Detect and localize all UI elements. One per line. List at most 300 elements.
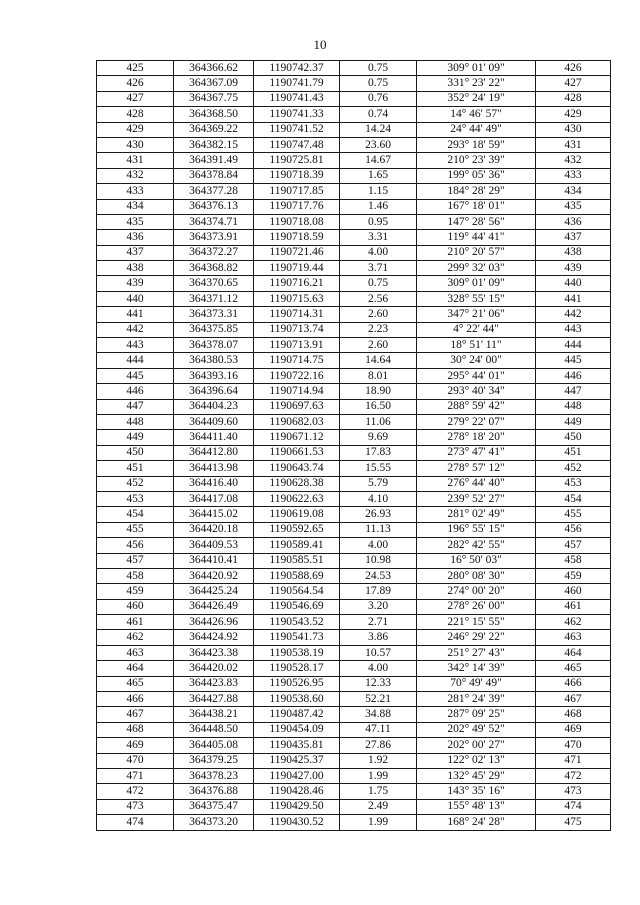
point-to-cell: 435 xyxy=(536,199,611,214)
distance-cell: 11.13 xyxy=(340,522,417,537)
table-row xyxy=(97,168,611,183)
point-to-cell: 448 xyxy=(536,399,611,414)
x-coordinate-cell: 364423.38 xyxy=(174,645,254,660)
point-from-cell: 437 xyxy=(97,245,174,260)
x-coordinate-cell: 364372.27 xyxy=(174,245,254,260)
y-coordinate-cell: 1190526.95 xyxy=(254,676,340,691)
y-coordinate-cell: 1190742.37 xyxy=(254,61,340,76)
point-to-cell: 461 xyxy=(536,599,611,614)
distance-cell: 34.88 xyxy=(340,707,417,722)
point-from-cell: 427 xyxy=(97,91,174,106)
bearing-cell: 342° 14' 39" xyxy=(417,661,536,676)
y-coordinate-cell: 1190722.16 xyxy=(254,368,340,383)
distance-cell: 2.71 xyxy=(340,615,417,630)
point-to-cell: 439 xyxy=(536,261,611,276)
point-to-cell: 466 xyxy=(536,676,611,691)
x-coordinate-cell: 364424.92 xyxy=(174,630,254,645)
point-from-cell: 451 xyxy=(97,461,174,476)
y-coordinate-cell: 1190716.21 xyxy=(254,276,340,291)
table-row xyxy=(97,799,611,814)
y-coordinate-cell: 1190713.91 xyxy=(254,338,340,353)
point-from-cell: 431 xyxy=(97,153,174,168)
point-to-cell: 455 xyxy=(536,507,611,522)
y-coordinate-cell: 1190528.17 xyxy=(254,661,340,676)
x-coordinate-cell: 364426.49 xyxy=(174,599,254,614)
point-from-cell: 461 xyxy=(97,615,174,630)
distance-cell: 1.15 xyxy=(340,184,417,199)
distance-cell: 0.75 xyxy=(340,61,417,76)
distance-cell: 4.00 xyxy=(340,245,417,260)
point-to-cell: 453 xyxy=(536,476,611,491)
point-from-cell: 442 xyxy=(97,322,174,337)
distance-cell: 23.60 xyxy=(340,137,417,152)
bearing-cell: 132° 45' 29" xyxy=(417,768,536,783)
y-coordinate-cell: 1190543.52 xyxy=(254,615,340,630)
point-to-cell: 452 xyxy=(536,461,611,476)
x-coordinate-cell: 364420.02 xyxy=(174,661,254,676)
bearing-cell: 347° 21' 06" xyxy=(417,307,536,322)
x-coordinate-cell: 364410.41 xyxy=(174,553,254,568)
point-to-cell: 449 xyxy=(536,414,611,429)
point-from-cell: 467 xyxy=(97,707,174,722)
bearing-cell: 281° 24' 39" xyxy=(417,692,536,707)
bearing-cell: 147° 28' 56" xyxy=(417,214,536,229)
bearing-cell: 167° 18' 01" xyxy=(417,199,536,214)
distance-cell: 14.24 xyxy=(340,122,417,137)
y-coordinate-cell: 1190718.39 xyxy=(254,168,340,183)
table-row xyxy=(97,230,611,245)
table-row xyxy=(97,445,611,460)
x-coordinate-cell: 364423.83 xyxy=(174,676,254,691)
x-coordinate-cell: 364380.53 xyxy=(174,353,254,368)
table-row xyxy=(97,214,611,229)
y-coordinate-cell: 1190718.08 xyxy=(254,214,340,229)
distance-cell: 26.93 xyxy=(340,507,417,522)
x-coordinate-cell: 364367.09 xyxy=(174,76,254,91)
distance-cell: 2.60 xyxy=(340,338,417,353)
x-coordinate-cell: 364373.91 xyxy=(174,230,254,245)
x-coordinate-cell: 364391.49 xyxy=(174,153,254,168)
distance-cell: 2.49 xyxy=(340,799,417,814)
point-to-cell: 431 xyxy=(536,137,611,152)
y-coordinate-cell: 1190671.12 xyxy=(254,430,340,445)
distance-cell: 18.90 xyxy=(340,384,417,399)
point-to-cell: 468 xyxy=(536,707,611,722)
point-from-cell: 457 xyxy=(97,553,174,568)
point-to-cell: 463 xyxy=(536,630,611,645)
distance-cell: 0.75 xyxy=(340,76,417,91)
point-from-cell: 455 xyxy=(97,522,174,537)
distance-cell: 0.95 xyxy=(340,214,417,229)
bearing-cell: 246° 29' 22" xyxy=(417,630,536,645)
x-coordinate-cell: 364369.22 xyxy=(174,122,254,137)
x-coordinate-cell: 364374.71 xyxy=(174,214,254,229)
point-from-cell: 452 xyxy=(97,476,174,491)
point-to-cell: 458 xyxy=(536,553,611,568)
table-row xyxy=(97,476,611,491)
distance-cell: 1.75 xyxy=(340,784,417,799)
point-to-cell: 433 xyxy=(536,168,611,183)
page-number: 10 xyxy=(313,37,327,52)
x-coordinate-cell: 364373.31 xyxy=(174,307,254,322)
distance-cell: 1.65 xyxy=(340,168,417,183)
distance-cell: 4.00 xyxy=(340,538,417,553)
x-coordinate-cell: 364396.64 xyxy=(174,384,254,399)
point-from-cell: 449 xyxy=(97,430,174,445)
y-coordinate-cell: 1190717.85 xyxy=(254,184,340,199)
table-row xyxy=(97,137,611,152)
table-row xyxy=(97,461,611,476)
y-coordinate-cell: 1190741.33 xyxy=(254,107,340,122)
bearing-cell: 70° 49' 49" xyxy=(417,676,536,691)
y-coordinate-cell: 1190713.74 xyxy=(254,322,340,337)
distance-cell: 17.83 xyxy=(340,445,417,460)
distance-cell: 47.11 xyxy=(340,722,417,737)
point-to-cell: 427 xyxy=(536,76,611,91)
bearing-cell: 274° 00' 20" xyxy=(417,584,536,599)
point-from-cell: 436 xyxy=(97,230,174,245)
point-to-cell: 454 xyxy=(536,491,611,506)
distance-cell: 11.06 xyxy=(340,414,417,429)
distance-cell: 17.89 xyxy=(340,584,417,599)
x-coordinate-cell: 364411.40 xyxy=(174,430,254,445)
bearing-cell: 278° 18' 20" xyxy=(417,430,536,445)
point-to-cell: 440 xyxy=(536,276,611,291)
distance-cell: 1.99 xyxy=(340,768,417,783)
point-from-cell: 440 xyxy=(97,291,174,306)
bearing-cell: 288° 59' 42" xyxy=(417,399,536,414)
bearing-cell: 119° 44' 41" xyxy=(417,230,536,245)
distance-cell: 15.55 xyxy=(340,461,417,476)
y-coordinate-cell: 1190721.46 xyxy=(254,245,340,260)
point-to-cell: 459 xyxy=(536,568,611,583)
y-coordinate-cell: 1190619.08 xyxy=(254,507,340,522)
distance-cell: 16.50 xyxy=(340,399,417,414)
y-coordinate-cell: 1190715.63 xyxy=(254,291,340,306)
table-row xyxy=(97,584,611,599)
table-row xyxy=(97,368,611,383)
point-to-cell: 471 xyxy=(536,753,611,768)
distance-cell: 2.56 xyxy=(340,291,417,306)
x-coordinate-cell: 364368.82 xyxy=(174,261,254,276)
x-coordinate-cell: 364368.50 xyxy=(174,107,254,122)
table-row xyxy=(97,291,611,306)
point-from-cell: 430 xyxy=(97,137,174,152)
x-coordinate-cell: 364370.65 xyxy=(174,276,254,291)
point-from-cell: 432 xyxy=(97,168,174,183)
table-row xyxy=(97,199,611,214)
table-row xyxy=(97,753,611,768)
coordinates-table-body xyxy=(97,61,611,831)
bearing-cell: 210° 23' 39" xyxy=(417,153,536,168)
bearing-cell: 276° 44' 40" xyxy=(417,476,536,491)
y-coordinate-cell: 1190429.50 xyxy=(254,799,340,814)
y-coordinate-cell: 1190628.38 xyxy=(254,476,340,491)
point-from-cell: 445 xyxy=(97,368,174,383)
y-coordinate-cell: 1190427.00 xyxy=(254,768,340,783)
distance-cell: 8.01 xyxy=(340,368,417,383)
table-row xyxy=(97,76,611,91)
point-from-cell: 439 xyxy=(97,276,174,291)
distance-cell: 0.76 xyxy=(340,91,417,106)
y-coordinate-cell: 1190725.81 xyxy=(254,153,340,168)
point-from-cell: 471 xyxy=(97,768,174,783)
point-from-cell: 434 xyxy=(97,199,174,214)
y-coordinate-cell: 1190588.69 xyxy=(254,568,340,583)
x-coordinate-cell: 364378.84 xyxy=(174,168,254,183)
point-to-cell: 426 xyxy=(536,61,611,76)
y-coordinate-cell: 1190714.94 xyxy=(254,384,340,399)
bearing-cell: 184° 28' 29" xyxy=(417,184,536,199)
point-to-cell: 432 xyxy=(536,153,611,168)
distance-cell: 3.31 xyxy=(340,230,417,245)
table-row xyxy=(97,738,611,753)
x-coordinate-cell: 364367.75 xyxy=(174,91,254,106)
point-to-cell: 434 xyxy=(536,184,611,199)
distance-cell: 1.92 xyxy=(340,753,417,768)
point-to-cell: 456 xyxy=(536,522,611,537)
x-coordinate-cell: 364375.85 xyxy=(174,322,254,337)
point-from-cell: 446 xyxy=(97,384,174,399)
point-to-cell: 469 xyxy=(536,722,611,737)
point-to-cell: 443 xyxy=(536,322,611,337)
point-from-cell: 473 xyxy=(97,799,174,814)
bearing-cell: 4° 22' 44" xyxy=(417,322,536,337)
bearing-cell: 278° 57' 12" xyxy=(417,461,536,476)
point-from-cell: 462 xyxy=(97,630,174,645)
point-to-cell: 473 xyxy=(536,784,611,799)
table-row xyxy=(97,276,611,291)
point-to-cell: 444 xyxy=(536,338,611,353)
bearing-cell: 196° 55' 15" xyxy=(417,522,536,537)
point-to-cell: 470 xyxy=(536,738,611,753)
x-coordinate-cell: 364378.07 xyxy=(174,338,254,353)
y-coordinate-cell: 1190435.81 xyxy=(254,738,340,753)
point-from-cell: 470 xyxy=(97,753,174,768)
point-from-cell: 433 xyxy=(97,184,174,199)
bearing-cell: 143° 35' 16" xyxy=(417,784,536,799)
bearing-cell: 293° 18' 59" xyxy=(417,137,536,152)
table-row xyxy=(97,353,611,368)
point-from-cell: 429 xyxy=(97,122,174,137)
y-coordinate-cell: 1190541.73 xyxy=(254,630,340,645)
distance-cell: 3.20 xyxy=(340,599,417,614)
table-row xyxy=(97,61,611,76)
table-row xyxy=(97,676,611,691)
point-from-cell: 466 xyxy=(97,692,174,707)
bearing-cell: 251° 27' 43" xyxy=(417,645,536,660)
y-coordinate-cell: 1190592.65 xyxy=(254,522,340,537)
bearing-cell: 279° 22' 07" xyxy=(417,414,536,429)
point-from-cell: 438 xyxy=(97,261,174,276)
bearing-cell: 168° 24' 28" xyxy=(417,815,536,830)
distance-cell: 2.60 xyxy=(340,307,417,322)
y-coordinate-cell: 1190643.74 xyxy=(254,461,340,476)
distance-cell: 12.33 xyxy=(340,676,417,691)
table-row xyxy=(97,91,611,106)
bearing-cell: 221° 15' 55" xyxy=(417,615,536,630)
point-from-cell: 425 xyxy=(97,61,174,76)
x-coordinate-cell: 364409.53 xyxy=(174,538,254,553)
table-row xyxy=(97,599,611,614)
bearing-cell: 352° 24' 19" xyxy=(417,91,536,106)
bearing-cell: 295° 44' 01" xyxy=(417,368,536,383)
distance-cell: 14.64 xyxy=(340,353,417,368)
x-coordinate-cell: 364405.08 xyxy=(174,738,254,753)
table-row xyxy=(97,245,611,260)
point-to-cell: 462 xyxy=(536,615,611,630)
distance-cell: 1.46 xyxy=(340,199,417,214)
x-coordinate-cell: 364393.16 xyxy=(174,368,254,383)
coordinates-table xyxy=(96,60,611,831)
bearing-cell: 202° 00' 27" xyxy=(417,738,536,753)
x-coordinate-cell: 364420.18 xyxy=(174,522,254,537)
point-from-cell: 458 xyxy=(97,568,174,583)
point-from-cell: 460 xyxy=(97,599,174,614)
distance-cell: 3.86 xyxy=(340,630,417,645)
point-from-cell: 454 xyxy=(97,507,174,522)
distance-cell: 9.69 xyxy=(340,430,417,445)
point-to-cell: 475 xyxy=(536,815,611,830)
y-coordinate-cell: 1190682.03 xyxy=(254,414,340,429)
point-to-cell: 441 xyxy=(536,291,611,306)
point-from-cell: 443 xyxy=(97,338,174,353)
distance-cell: 4.10 xyxy=(340,491,417,506)
x-coordinate-cell: 364404.23 xyxy=(174,399,254,414)
point-to-cell: 451 xyxy=(536,445,611,460)
y-coordinate-cell: 1190697.63 xyxy=(254,399,340,414)
bearing-cell: 331° 23' 22" xyxy=(417,76,536,91)
point-to-cell: 446 xyxy=(536,368,611,383)
distance-cell: 3.71 xyxy=(340,261,417,276)
bearing-cell: 210° 20' 57" xyxy=(417,245,536,260)
table-row xyxy=(97,815,611,830)
point-from-cell: 472 xyxy=(97,784,174,799)
table-row xyxy=(97,522,611,537)
y-coordinate-cell: 1190454.09 xyxy=(254,722,340,737)
bearing-cell: 155° 48' 13" xyxy=(417,799,536,814)
x-coordinate-cell: 364416.40 xyxy=(174,476,254,491)
table-row xyxy=(97,538,611,553)
x-coordinate-cell: 364379.25 xyxy=(174,753,254,768)
x-coordinate-cell: 364415.02 xyxy=(174,507,254,522)
table-row xyxy=(97,322,611,337)
table-row xyxy=(97,784,611,799)
bearing-cell: 278° 26' 00" xyxy=(417,599,536,614)
point-to-cell: 437 xyxy=(536,230,611,245)
table-row xyxy=(97,107,611,122)
y-coordinate-cell: 1190741.79 xyxy=(254,76,340,91)
bearing-cell: 24° 44' 49" xyxy=(417,122,536,137)
y-coordinate-cell: 1190717.76 xyxy=(254,199,340,214)
y-coordinate-cell: 1190714.31 xyxy=(254,307,340,322)
point-from-cell: 450 xyxy=(97,445,174,460)
bearing-cell: 239° 52' 27" xyxy=(417,491,536,506)
point-to-cell: 450 xyxy=(536,430,611,445)
y-coordinate-cell: 1190430.52 xyxy=(254,815,340,830)
table-row xyxy=(97,338,611,353)
bearing-cell: 299° 32' 03" xyxy=(417,261,536,276)
table-row xyxy=(97,661,611,676)
distance-cell: 14.67 xyxy=(340,153,417,168)
bearing-cell: 309° 01' 09" xyxy=(417,276,536,291)
bearing-cell: 202° 49' 52" xyxy=(417,722,536,737)
table-row xyxy=(97,692,611,707)
x-coordinate-cell: 364426.96 xyxy=(174,615,254,630)
distance-cell: 10.98 xyxy=(340,553,417,568)
table-row xyxy=(97,399,611,414)
x-coordinate-cell: 364377.28 xyxy=(174,184,254,199)
point-from-cell: 444 xyxy=(97,353,174,368)
table-row xyxy=(97,153,611,168)
y-coordinate-cell: 1190719.44 xyxy=(254,261,340,276)
x-coordinate-cell: 364427.88 xyxy=(174,692,254,707)
x-coordinate-cell: 364373.20 xyxy=(174,815,254,830)
x-coordinate-cell: 364413.98 xyxy=(174,461,254,476)
x-coordinate-cell: 364438.21 xyxy=(174,707,254,722)
table-row xyxy=(97,491,611,506)
point-from-cell: 428 xyxy=(97,107,174,122)
point-from-cell: 426 xyxy=(97,76,174,91)
bearing-cell: 14° 46' 57" xyxy=(417,107,536,122)
point-to-cell: 438 xyxy=(536,245,611,260)
x-coordinate-cell: 364371.12 xyxy=(174,291,254,306)
bearing-cell: 293° 40' 34" xyxy=(417,384,536,399)
y-coordinate-cell: 1190487.42 xyxy=(254,707,340,722)
y-coordinate-cell: 1190661.53 xyxy=(254,445,340,460)
table-row xyxy=(97,568,611,583)
point-to-cell: 428 xyxy=(536,91,611,106)
point-to-cell: 430 xyxy=(536,122,611,137)
point-to-cell: 447 xyxy=(536,384,611,399)
point-from-cell: 469 xyxy=(97,738,174,753)
y-coordinate-cell: 1190425.37 xyxy=(254,753,340,768)
x-coordinate-cell: 364378.23 xyxy=(174,768,254,783)
table-row xyxy=(97,645,611,660)
bearing-cell: 282° 42' 55" xyxy=(417,538,536,553)
table-row xyxy=(97,553,611,568)
y-coordinate-cell: 1190546.69 xyxy=(254,599,340,614)
bearing-cell: 16° 50' 03" xyxy=(417,553,536,568)
point-from-cell: 447 xyxy=(97,399,174,414)
table-row xyxy=(97,307,611,322)
distance-cell: 0.75 xyxy=(340,276,417,291)
x-coordinate-cell: 364382.15 xyxy=(174,137,254,152)
point-from-cell: 456 xyxy=(97,538,174,553)
x-coordinate-cell: 364409.60 xyxy=(174,414,254,429)
distance-cell: 2.23 xyxy=(340,322,417,337)
distance-cell: 5.79 xyxy=(340,476,417,491)
y-coordinate-cell: 1190741.52 xyxy=(254,122,340,137)
point-to-cell: 464 xyxy=(536,645,611,660)
distance-cell: 27.86 xyxy=(340,738,417,753)
x-coordinate-cell: 364425.24 xyxy=(174,584,254,599)
y-coordinate-cell: 1190714.75 xyxy=(254,353,340,368)
x-coordinate-cell: 364376.88 xyxy=(174,784,254,799)
point-to-cell: 429 xyxy=(536,107,611,122)
table-row xyxy=(97,430,611,445)
point-to-cell: 460 xyxy=(536,584,611,599)
point-to-cell: 474 xyxy=(536,799,611,814)
point-from-cell: 474 xyxy=(97,815,174,830)
point-from-cell: 463 xyxy=(97,645,174,660)
bearing-cell: 309° 01' 09" xyxy=(417,61,536,76)
table-row xyxy=(97,122,611,137)
y-coordinate-cell: 1190564.54 xyxy=(254,584,340,599)
bearing-cell: 273° 47' 41" xyxy=(417,445,536,460)
table-row xyxy=(97,768,611,783)
point-to-cell: 457 xyxy=(536,538,611,553)
